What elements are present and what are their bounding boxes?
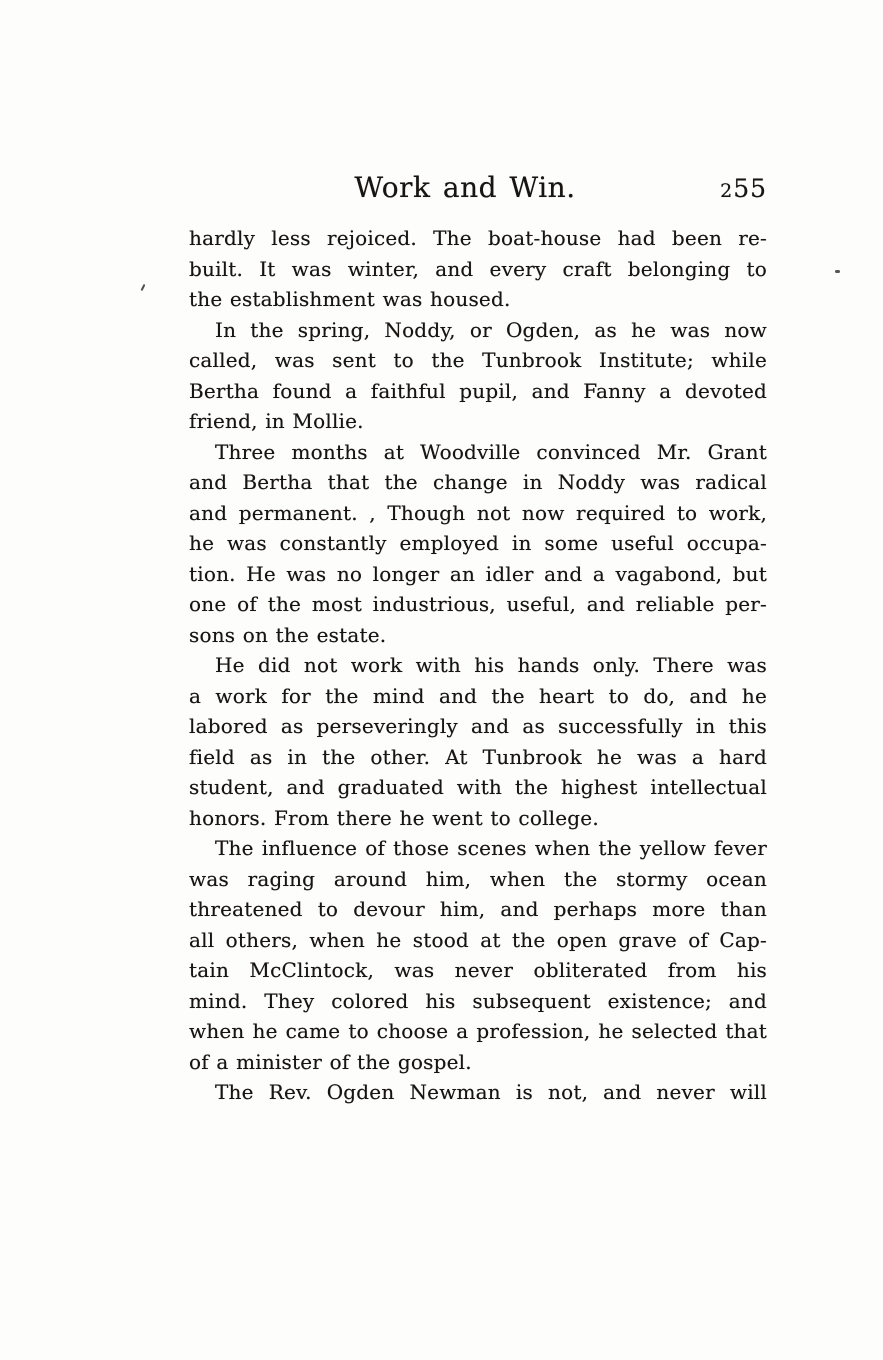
text-line: student, and graduated with the highest intellectual (189, 775, 767, 799)
text-line: and Bertha that the change in Noddy was radical (189, 470, 767, 494)
text-line: when he came to choose a profession, he selected that (189, 1019, 767, 1043)
paragraph (189, 315, 767, 437)
text-line: built. It was winter, and every craft belonging to (189, 256, 767, 281)
text-line: friend, in Mollie. (189, 409, 364, 433)
text-line: called, was sent to the Tunbrook Institute; while (189, 348, 767, 372)
text-line: was raging around him, when the stormy ocean (189, 866, 767, 891)
paragraph (189, 833, 767, 1077)
paragraph (189, 1077, 767, 1108)
running-header (189, 170, 767, 206)
text-line: hardly less rejoiced. The boat-house had been re- (189, 226, 767, 250)
text-line: tion. He was no longer an idler and a vagabond, but (189, 561, 767, 586)
text-line: and permanent. , Though not now required to work, (189, 500, 767, 525)
text-line: mind. They colored his subsequent existence; and (189, 988, 767, 1013)
text-line: Three months at Woodville convinced Mr. Grant (215, 439, 767, 464)
text-line: the establishment was housed. (189, 287, 511, 311)
text-line: a work for the mind and the heart to do, and he (189, 683, 767, 708)
margin-ink-speck (141, 284, 146, 291)
text-line: sons on the estate. (189, 622, 387, 647)
text-line: honors. From there he went to college. (189, 805, 599, 830)
running-title: Work and Win. (354, 171, 576, 204)
text-line: Bertha found a faithful pupil, and Fanny a devoted (189, 378, 767, 403)
text-line: labored as perseveringly and as successfully in this (189, 714, 767, 738)
text-line: He did not work with his hands only. There was (215, 653, 767, 677)
margin-ink-speck (835, 270, 840, 273)
text-line: The Rev. Ogden Newman is not, and never will (215, 1080, 767, 1104)
text-line: threatened to devour him, and perhaps more than (189, 897, 767, 921)
text-line: one of the most industrious, useful, and reliable per- (189, 592, 767, 616)
page-text (189, 223, 767, 1108)
paragraph (189, 650, 767, 833)
text-line: In the spring, Noddy, or Ogden, as he was now (215, 317, 767, 342)
paragraph (189, 437, 767, 651)
text-line: field as in the other. At Tunbrook he was a hard (189, 744, 767, 769)
text-line: of a minister of the gospel. (189, 1049, 472, 1074)
text-line: The influence of those scenes when the yellow fever (215, 836, 767, 860)
page-number: 255 (720, 174, 767, 203)
text-line: he was constantly employed in some useful occupa- (189, 531, 767, 555)
paragraph (189, 223, 767, 315)
text-line: tain McClintock, was never obliterated from his (189, 958, 767, 982)
text-line: all others, when he stood at the open grave of Cap- (189, 927, 767, 952)
